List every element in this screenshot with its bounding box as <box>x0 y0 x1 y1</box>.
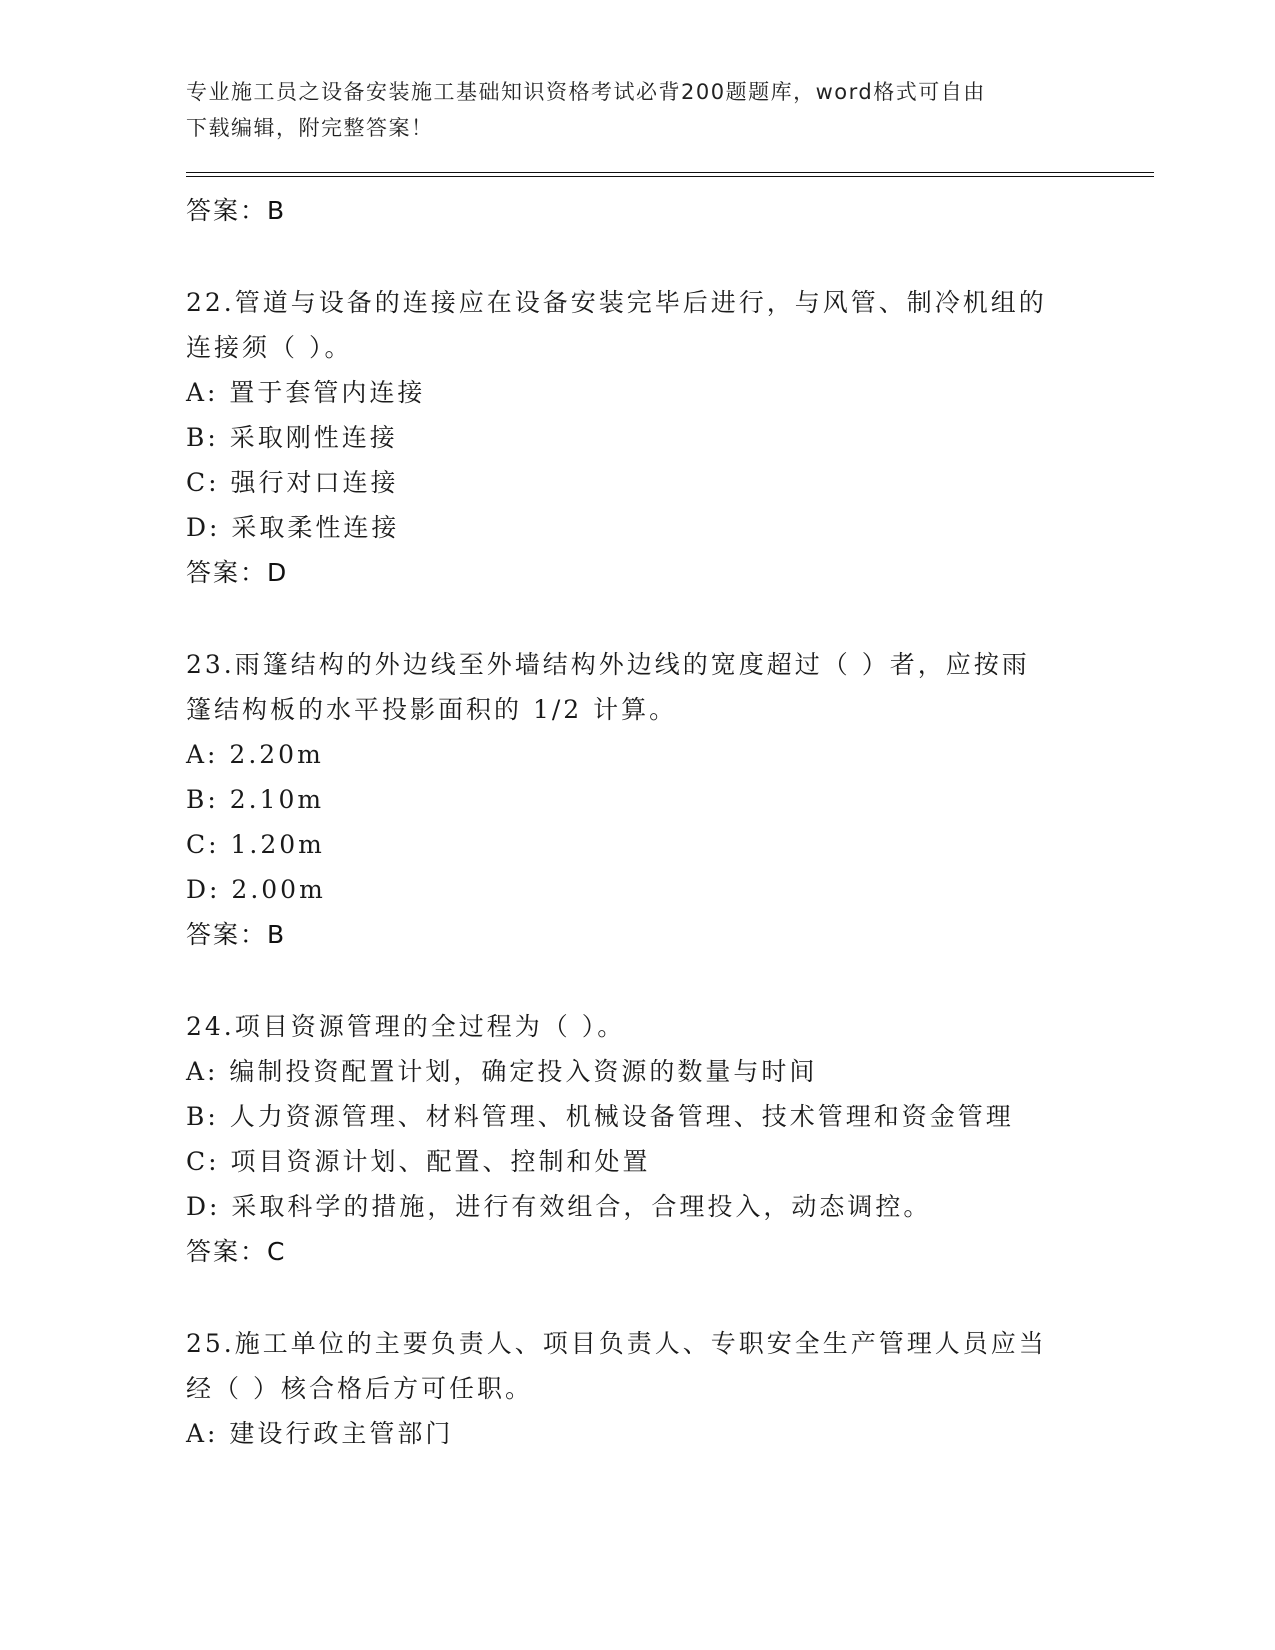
question-stem: 经（ ）核合格后方可任职。 <box>186 1374 533 1403</box>
option-b: B: 采取刚性连接 <box>186 423 398 452</box>
option-a: A: 2.20m <box>186 740 324 769</box>
question-stem: 23.雨篷结构的外边线至外墙结构外边线的宽度超过（ ）者，应按雨 <box>186 650 1030 679</box>
option-b: B: 2.10m <box>186 785 325 814</box>
spacer <box>186 1274 1086 1321</box>
option-d: D: 采取柔性连接 <box>186 513 400 542</box>
option-a: A: 编制投资配置计划，确定投入资源的数量与时间 <box>186 1057 818 1086</box>
question-stem: 24.项目资源管理的全过程为（ ）。 <box>186 1012 626 1041</box>
header-divider-top <box>186 172 1154 173</box>
header-line-1: 专业施工员之设备安装施工基础知识资格考试必背200题题库，word格式可自由 <box>186 80 986 104</box>
question-stem: 连接须（ ）。 <box>186 333 353 362</box>
option-c: C: 强行对口连接 <box>186 468 399 497</box>
header-divider-bottom <box>186 176 1154 177</box>
answer-line: 答案：C <box>186 1237 287 1266</box>
spacer <box>186 595 1086 642</box>
spacer <box>186 957 1086 1004</box>
answer-line: 答案：D <box>186 558 289 587</box>
spacer <box>186 233 1086 280</box>
question-stem: 22.管道与设备的连接应在设备安装完毕后进行，与风管、制冷机组的 <box>186 288 1047 317</box>
question-block <box>186 280 1086 595</box>
page-header <box>186 74 1086 146</box>
question-block <box>186 1321 1086 1456</box>
option-c: C: 项目资源计划、配置、控制和处置 <box>186 1147 651 1176</box>
question-block <box>186 1004 1086 1274</box>
option-d: D: 2.00m <box>186 875 326 904</box>
question-stem: 25.施工单位的主要负责人、项目负责人、专职安全生产管理人员应当 <box>186 1329 1047 1358</box>
option-a: A: 置于套管内连接 <box>186 378 426 407</box>
option-b: B: 人力资源管理、材料管理、机械设备管理、技术管理和资金管理 <box>186 1102 1014 1131</box>
page-content <box>186 188 1086 1456</box>
header-line-2: 下载编辑，附完整答案！ <box>186 116 434 140</box>
previous-answer: 答案：B <box>186 196 287 225</box>
option-c: C: 1.20m <box>186 830 325 859</box>
question-block <box>186 642 1086 957</box>
option-a: A: 建设行政主管部门 <box>186 1419 454 1448</box>
answer-line: 答案：B <box>186 920 287 949</box>
option-d: D: 采取科学的措施，进行有效组合，合理投入，动态调控。 <box>186 1192 932 1221</box>
question-stem: 篷结构板的水平投影面积的 1/2 计算。 <box>186 695 678 724</box>
